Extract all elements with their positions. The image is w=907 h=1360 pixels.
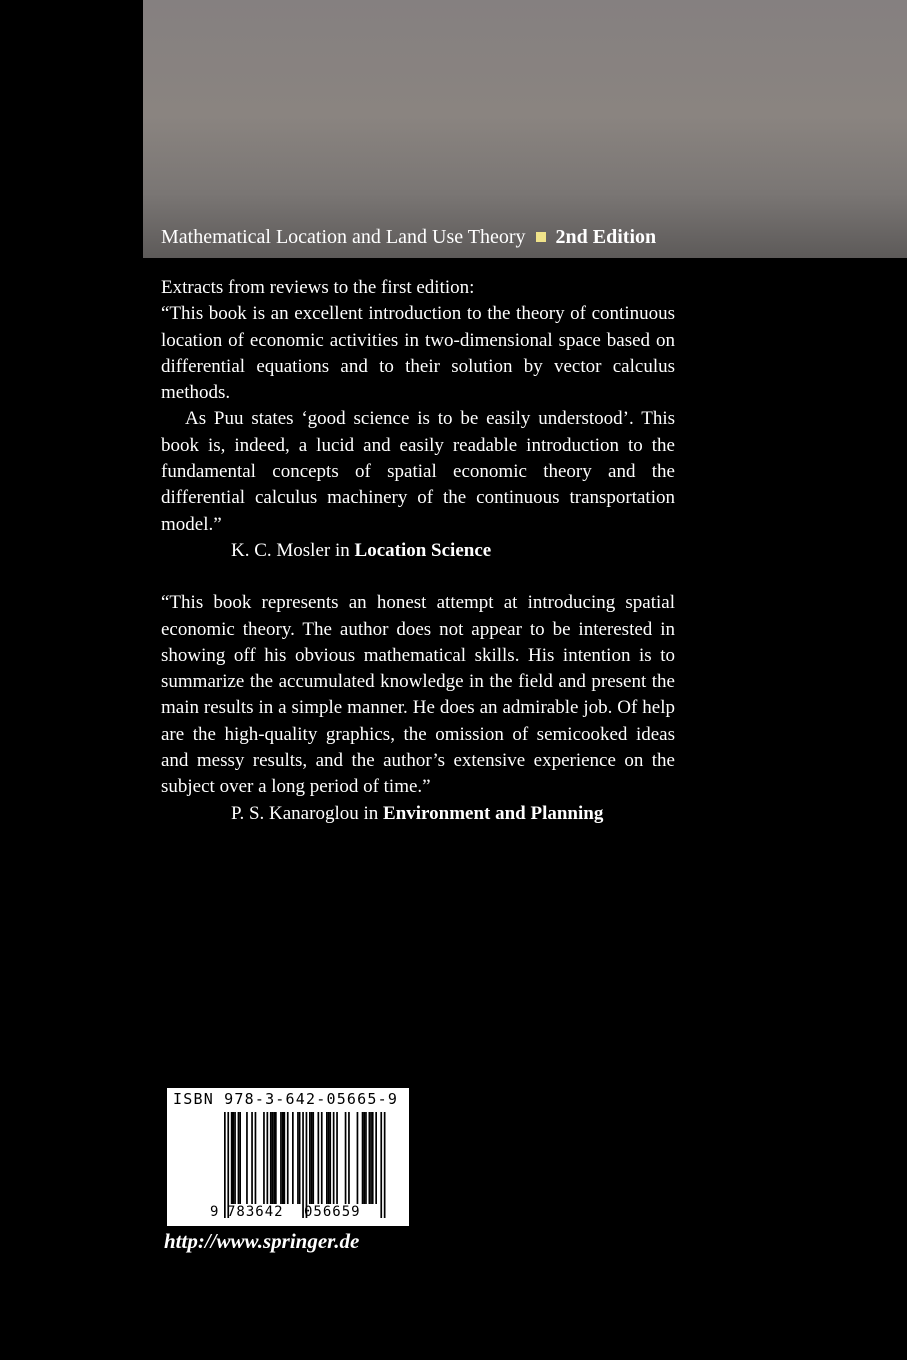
barcode-bar <box>273 1112 275 1204</box>
barcode-bar <box>380 1112 382 1218</box>
barcode-bar <box>309 1112 311 1204</box>
barcode-bar <box>372 1112 374 1204</box>
barcode-bar <box>370 1112 372 1204</box>
barcode-bar <box>302 1112 304 1218</box>
barcode-bar <box>272 1112 274 1204</box>
review1-attribution <box>161 538 675 564</box>
barcode-bar <box>238 1112 240 1204</box>
barcode-bar <box>292 1112 294 1204</box>
barcode-bar <box>287 1112 289 1204</box>
series-title: Mathematical Location and Land Use Theory <box>161 226 526 248</box>
barcode-bar <box>312 1112 314 1204</box>
barcode-bar <box>375 1112 377 1204</box>
isbn-label: ISBN 978-3-642-05665-9 <box>173 1090 399 1108</box>
review2-connector: in <box>363 802 379 824</box>
barcode-bar <box>270 1112 272 1204</box>
reviews-intro: Extracts from reviews to the first edition: <box>161 277 475 298</box>
header-band <box>143 0 907 258</box>
review1-paragraph1: “This book is an excellent introduction to the theory of continuous location of economic activities in two-dimensional space based on differential equations and to their solution by vector calculus methods. <box>161 303 675 404</box>
review2-source: Environment and Planning <box>383 802 604 824</box>
publisher-url[interactable]: http://www.springer.de <box>164 1229 360 1253</box>
barcode-bar <box>234 1112 236 1204</box>
barcode-bar <box>384 1112 386 1218</box>
barcode-bar <box>284 1112 286 1204</box>
barcode-bar <box>328 1112 330 1204</box>
barcode-bar <box>318 1112 320 1204</box>
barcode-bar <box>267 1112 269 1204</box>
barcode-bar <box>306 1112 308 1218</box>
barcode-bar <box>329 1112 331 1204</box>
barcode-bar <box>263 1112 265 1204</box>
barcode-bar <box>239 1112 241 1204</box>
review1-author: K. C. Mosler <box>231 539 331 561</box>
barcode-right-digits: 056659 <box>304 1204 361 1220</box>
barcode-first-digit: 9 <box>210 1204 220 1220</box>
review-gap <box>161 564 675 590</box>
square-bullet-icon <box>536 232 546 242</box>
review1-source: Location Science <box>354 539 492 561</box>
barcode-bar <box>282 1112 284 1204</box>
barcode-bar <box>357 1112 359 1204</box>
barcode-image <box>167 1088 409 1226</box>
edition-label: 2nd Edition <box>555 226 657 248</box>
barcode-bar <box>365 1112 367 1204</box>
barcode-bar <box>275 1112 277 1204</box>
reviews-section <box>161 275 675 827</box>
barcode-bar <box>231 1112 233 1204</box>
series-header <box>161 224 721 250</box>
review1-connector: in <box>334 539 350 561</box>
barcode-bar <box>227 1112 229 1218</box>
barcode-bar <box>224 1112 226 1218</box>
barcode-bar <box>251 1112 253 1204</box>
spine-strip <box>0 0 143 1360</box>
barcode-bar <box>297 1112 299 1204</box>
barcode-bar <box>363 1112 365 1204</box>
barcode-bar <box>280 1112 282 1204</box>
review2-attribution <box>161 801 675 827</box>
barcode-bar <box>348 1112 350 1204</box>
barcode-bar <box>233 1112 235 1204</box>
barcode-bar <box>333 1112 335 1204</box>
review2-author: P. S. Kanaroglou <box>231 802 359 824</box>
barcode-bar <box>362 1112 364 1204</box>
barcode-bar <box>326 1112 328 1204</box>
barcode-left-digits: 783642 <box>227 1204 284 1220</box>
barcode-bar <box>246 1112 248 1204</box>
barcode-bar <box>369 1112 371 1204</box>
barcode-bar <box>321 1112 323 1204</box>
barcode-bar <box>345 1112 347 1204</box>
barcode-bar <box>255 1112 257 1204</box>
review1-paragraph2: As Puu states ‘good science is to be easily understood’. This book is, indeed, a lucid and easily readable introduction to the fundamental concepts of spatial economic theory and the differential calculus machinery of the continuous transportation model.” <box>161 408 675 535</box>
barcode-bar <box>311 1112 313 1204</box>
barcode-box <box>167 1088 409 1226</box>
barcode-bar <box>336 1112 338 1204</box>
barcode-bar <box>299 1112 301 1204</box>
review2-paragraph1: “This book represents an honest attempt at introducing spatial economic theory. The author does not appear to be interested in showing off his obvious mathematical skills. His intention is to summarize the accumulated knowledge in the field and present the main results in a simple manner. He does an admirable job. Of help are the high-quality graphics, the omission of semicooked ideas and messy results, and the author’s extensive experience on the subject over a long period of time.” <box>161 592 675 798</box>
